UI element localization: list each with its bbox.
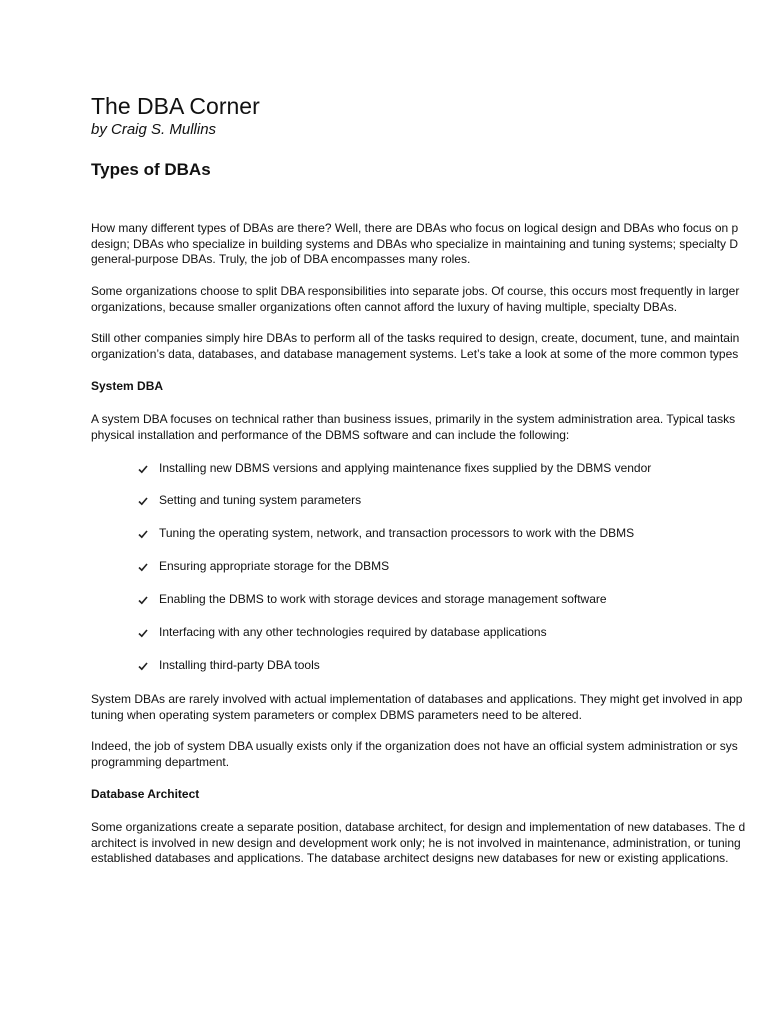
bullet-text: Setting and tuning system parameters [159,493,362,507]
text-line: organization’s data, databases, and database management systems. Let’s take a look at some of the more common types [91,346,739,361]
bullet-text: Enabling the DBMS to work with storage devices and storage management software [159,592,607,606]
section-heading: Types of DBAs [91,160,211,179]
text-line: Still other companies simply hire DBAs to perform all of the tasks required to design, create, document, tune, and maintain [91,331,740,345]
system-dba-intro [91,412,735,443]
bullet-text: Ensuring appropriate storage for the DBMS [159,559,390,573]
text-line: tuning when operating system parameters or complex DBMS parameters need to be altered. [91,707,582,722]
text-line: programming department. [91,754,230,769]
document-page [91,0,768,1024]
checkmark-icon [138,496,148,506]
article-title: The DBA Corner [91,93,260,119]
subheading-database-architect: Database Architect [91,787,200,801]
checkmark-icon [138,595,148,605]
text-line: architect is involved in new design and development work only; he is not involved in maintenance, administration, or tuning [91,835,741,850]
checkmark-icon [138,562,148,572]
bullet-text: Tuning the operating system, network, and transaction processors to work with the DBMS [159,526,635,540]
text-line: Indeed, the job of system DBA usually exists only if the organization does not have an official system administration or sys [91,739,738,753]
checkmark-icon [138,661,148,671]
intro-paragraph-2 [91,284,739,315]
bullet-item [138,559,389,574]
intro-paragraph-1 [91,221,738,268]
database-architect-paragraph [91,820,745,867]
text-line: organizations, because smaller organizations often cannot afford the luxury of having multiple, specialty DBAs. [91,299,678,314]
text-line: A system DBA focuses on technical rather than business issues, primarily in the system administration area. Typical tasks [91,412,736,426]
bullet-item [138,461,651,476]
text-line: general-purpose DBAs. Truly, the job of DBA encompasses many roles. [91,252,471,266]
text-line: How many different types of DBAs are there? Well, there are DBAs who focus on logical design and DBAs who focus on p [91,221,739,235]
bullet-text: Installing third-party DBA tools [159,658,320,672]
text-line: System DBAs are rarely involved with actual implementation of databases and applications. They might get involved in app [91,692,743,706]
intro-paragraph-3 [91,331,739,362]
text-line: Some organizations choose to split DBA responsibilities into separate jobs. Of course, this occurs most frequently in larger [91,284,740,298]
bullet-item [138,493,361,508]
checkmark-icon [138,529,148,539]
system-dba-paragraph-2 [91,692,742,723]
bullet-item [138,658,320,673]
bullet-item [138,526,634,541]
bullet-item [138,592,607,607]
checkmark-icon [138,628,148,638]
system-dba-paragraph-3 [91,739,738,770]
text-line: physical installation and performance of the DBMS software and can include the following: [91,427,570,442]
text-line: design; DBAs who specialize in building systems and DBAs who specialize in maintaining and tuning systems; specialty D [91,236,738,251]
bullet-text: Installing new DBMS versions and applying maintenance fixes supplied by the DBMS vendor [159,461,652,475]
text-line: Some organizations create a separate position, database architect, for design and implementation of new databases. The d [91,820,746,834]
article-byline: by Craig S. Mullins [91,121,217,138]
text-line: established databases and applications. The database architect designs new databases for new or existing applications. [91,851,729,865]
bullet-text: Interfacing with any other technologies required by database applications [159,625,547,639]
subheading-system-dba: System DBA [91,379,164,393]
checkmark-icon [138,464,148,474]
bullet-item [138,625,547,640]
